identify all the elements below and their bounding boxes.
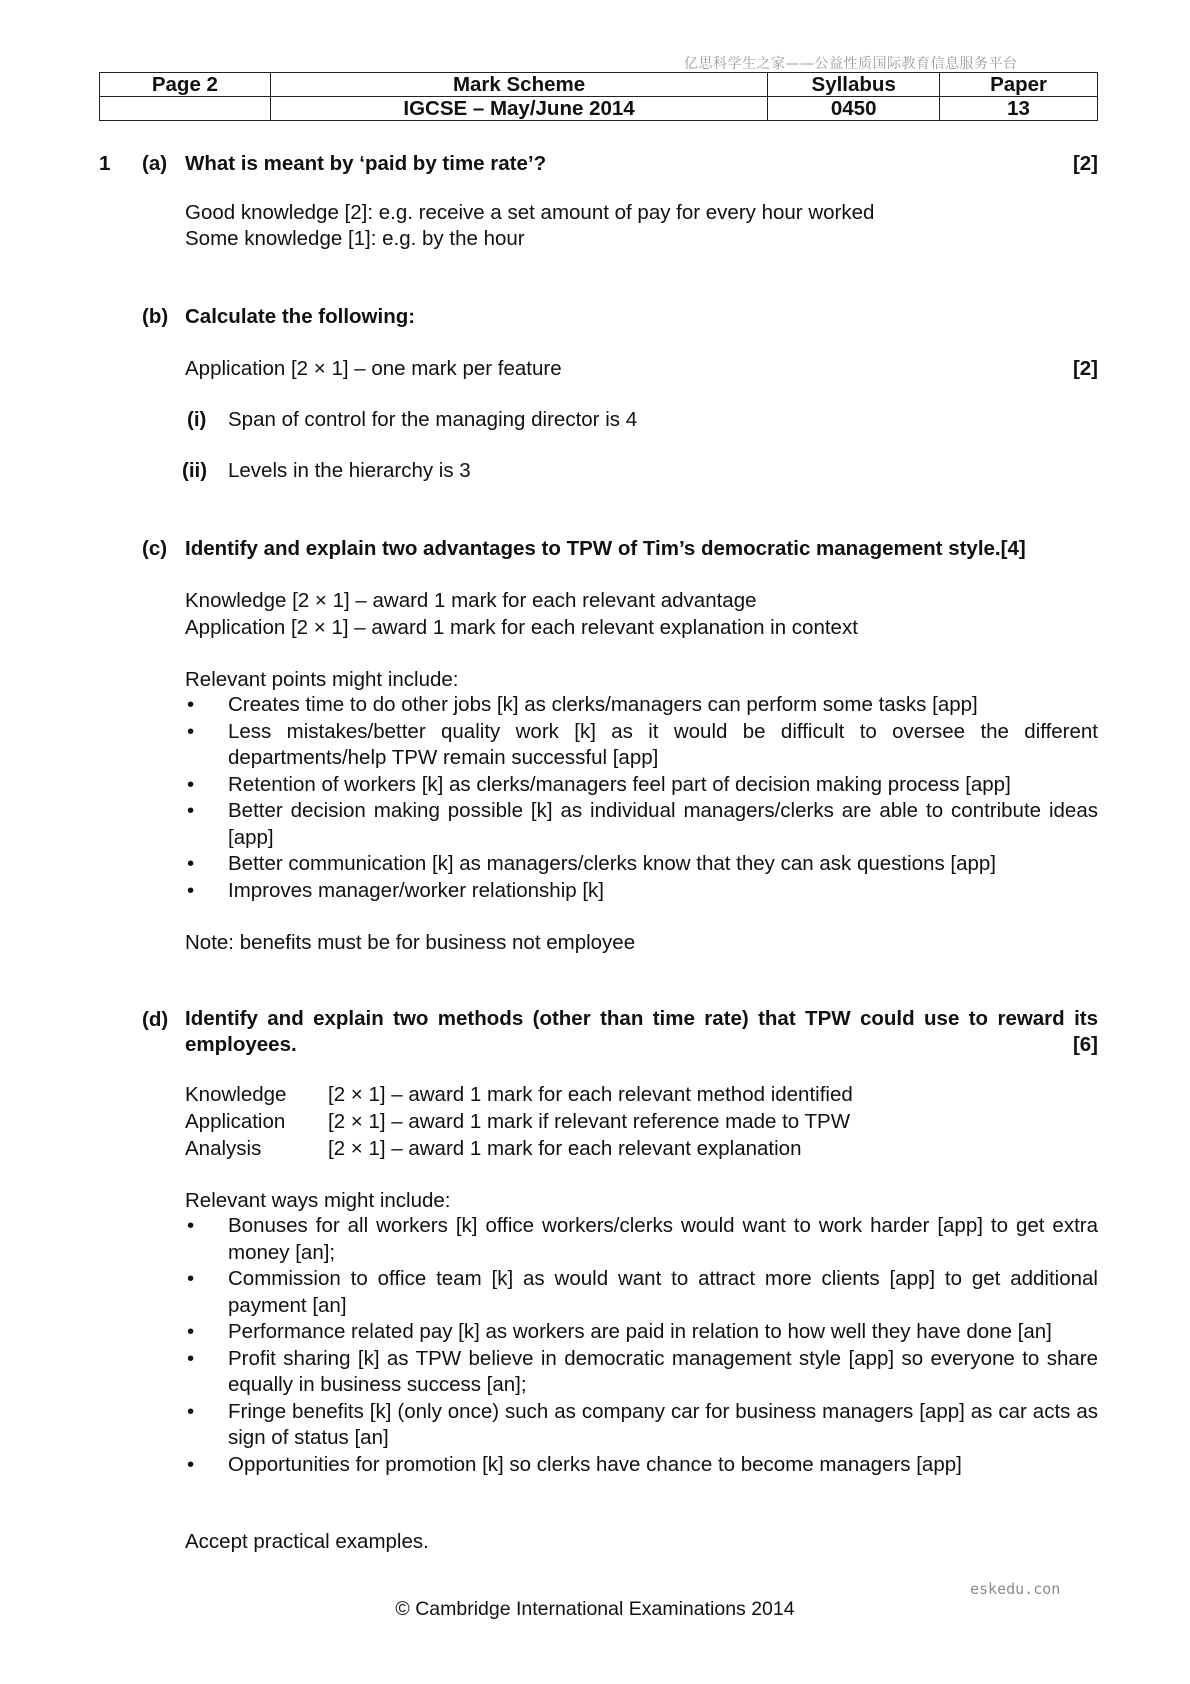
site-watermark: eskedu.con: [970, 1580, 1061, 1598]
list-item: • Performance related pay [k] as workers are paid in relation to how well they have done [an]: [185, 1319, 1098, 1346]
part-d-application-name: Application: [185, 1110, 286, 1133]
part-d-analysis-name: Analysis: [185, 1137, 262, 1160]
syllabus-label: Syllabus: [768, 73, 940, 97]
part-a-marks: [2]: [1072, 152, 1098, 175]
part-b-ii-text: Levels in the hierarchy is 3: [228, 459, 471, 482]
list-item: • Better decision making possible [k] as individual managers/clerks are able to contribute ideas [app]: [185, 798, 1098, 851]
part-d-intro: Relevant ways might include:: [185, 1189, 451, 1212]
paper-number: 13: [940, 97, 1098, 121]
paper-label: Paper: [940, 73, 1098, 97]
part-b-label: (b): [142, 305, 169, 328]
watermark-text: 亿思科学生之家——公益性质国际教育信息服务平台: [684, 56, 1018, 72]
part-b-question: Calculate the following:: [185, 305, 416, 328]
list-item: • Opportunities for promotion [k] so clerks have chance to become managers [app]: [185, 1452, 1098, 1479]
list-item: • Fringe benefits [k] (only once) such as company car for business managers [app] as car acts as sign of status [an]: [185, 1399, 1098, 1452]
list-item: • Improves manager/worker relationship [k]: [185, 878, 1098, 905]
part-c-label: (c): [142, 537, 168, 560]
list-item: • Retention of workers [k] as clerks/managers feel part of decision making process [app]: [185, 772, 1098, 799]
part-d-knowledge-name: Knowledge: [185, 1083, 287, 1106]
part-d-question-block: [185, 1006, 1098, 1058]
part-b-i-label: (i): [187, 408, 207, 431]
part-d-note: Accept practical examples.: [185, 1530, 429, 1553]
list-item: • Commission to office team [k] as would want to attract more clients [app] to get additional payment [an]: [185, 1266, 1098, 1319]
question-number: 1: [99, 152, 111, 175]
header-table: [99, 72, 1098, 121]
part-d-application-text: [2 × 1] – award 1 mark if relevant reference made to TPW: [328, 1110, 851, 1133]
part-c-knowledge: Knowledge [2 × 1] – award 1 mark for each relevant advantage: [185, 589, 757, 612]
part-d-label: (d): [142, 1008, 169, 1031]
part-a-question: What is meant by ‘paid by time rate’?: [185, 152, 547, 175]
syllabus-code: 0450: [768, 97, 940, 121]
part-d-question: Identify and explain two methods (other than time rate) that TPW could use to reward its employees.: [185, 1007, 1098, 1056]
part-b-application: Application [2 × 1] – one mark per feature: [185, 357, 562, 380]
part-c-question: Identify and explain two advantages to TPW of Tim’s democratic management style.[4]: [185, 537, 1026, 560]
header-empty-cell: [100, 97, 271, 121]
header-row-2: [100, 97, 1098, 121]
part-d-knowledge-text: [2 × 1] – award 1 mark for each relevant method identified: [328, 1083, 853, 1106]
doc-title: Mark Scheme: [270, 73, 767, 97]
part-a-label: (a): [142, 152, 168, 175]
part-b-i-text: Span of control for the managing director is 4: [228, 408, 638, 431]
part-d-points: [185, 1213, 1098, 1478]
header-row-1: [100, 73, 1098, 97]
page-label: Page 2: [100, 73, 271, 97]
list-item: • Bonuses for all workers [k] office workers/clerks would want to work harder [app] to get extra money [an];: [185, 1213, 1098, 1266]
list-item: • Creates time to do other jobs [k] as clerks/managers can perform some tasks [app]: [185, 692, 1098, 719]
part-c-points: [185, 692, 1098, 904]
part-c-note: Note: benefits must be for business not employee: [185, 931, 636, 954]
part-c-application: Application [2 × 1] – award 1 mark for each relevant explanation in context: [185, 616, 858, 639]
exam-session: IGCSE – May/June 2014: [270, 97, 767, 121]
list-item: • Profit sharing [k] as TPW believe in democratic management style [app] so everyone to share equally in business success [an];: [185, 1346, 1098, 1399]
part-d-analysis-text: [2 × 1] – award 1 mark for each relevant explanation: [328, 1137, 802, 1160]
part-a-good-knowledge: Good knowledge [2]: e.g. receive a set amount of pay for every hour worked: [185, 201, 875, 224]
list-item: • Better communication [k] as managers/clerks know that they can ask questions [app]: [185, 851, 1098, 878]
part-b-marks: [2]: [1072, 357, 1098, 380]
list-item: • Less mistakes/better quality work [k] as it would be difficult to oversee the different departments/help TPW remain successful [app]: [185, 719, 1098, 772]
part-a-some-knowledge: Some knowledge [1]: e.g. by the hour: [185, 227, 525, 250]
part-c-intro: Relevant points might include:: [185, 668, 459, 691]
footer-copyright: © Cambridge International Examinations 2014: [395, 1598, 795, 1620]
part-b-ii-label: (ii): [182, 459, 208, 482]
part-d-marks: [6]: [1072, 1033, 1098, 1056]
